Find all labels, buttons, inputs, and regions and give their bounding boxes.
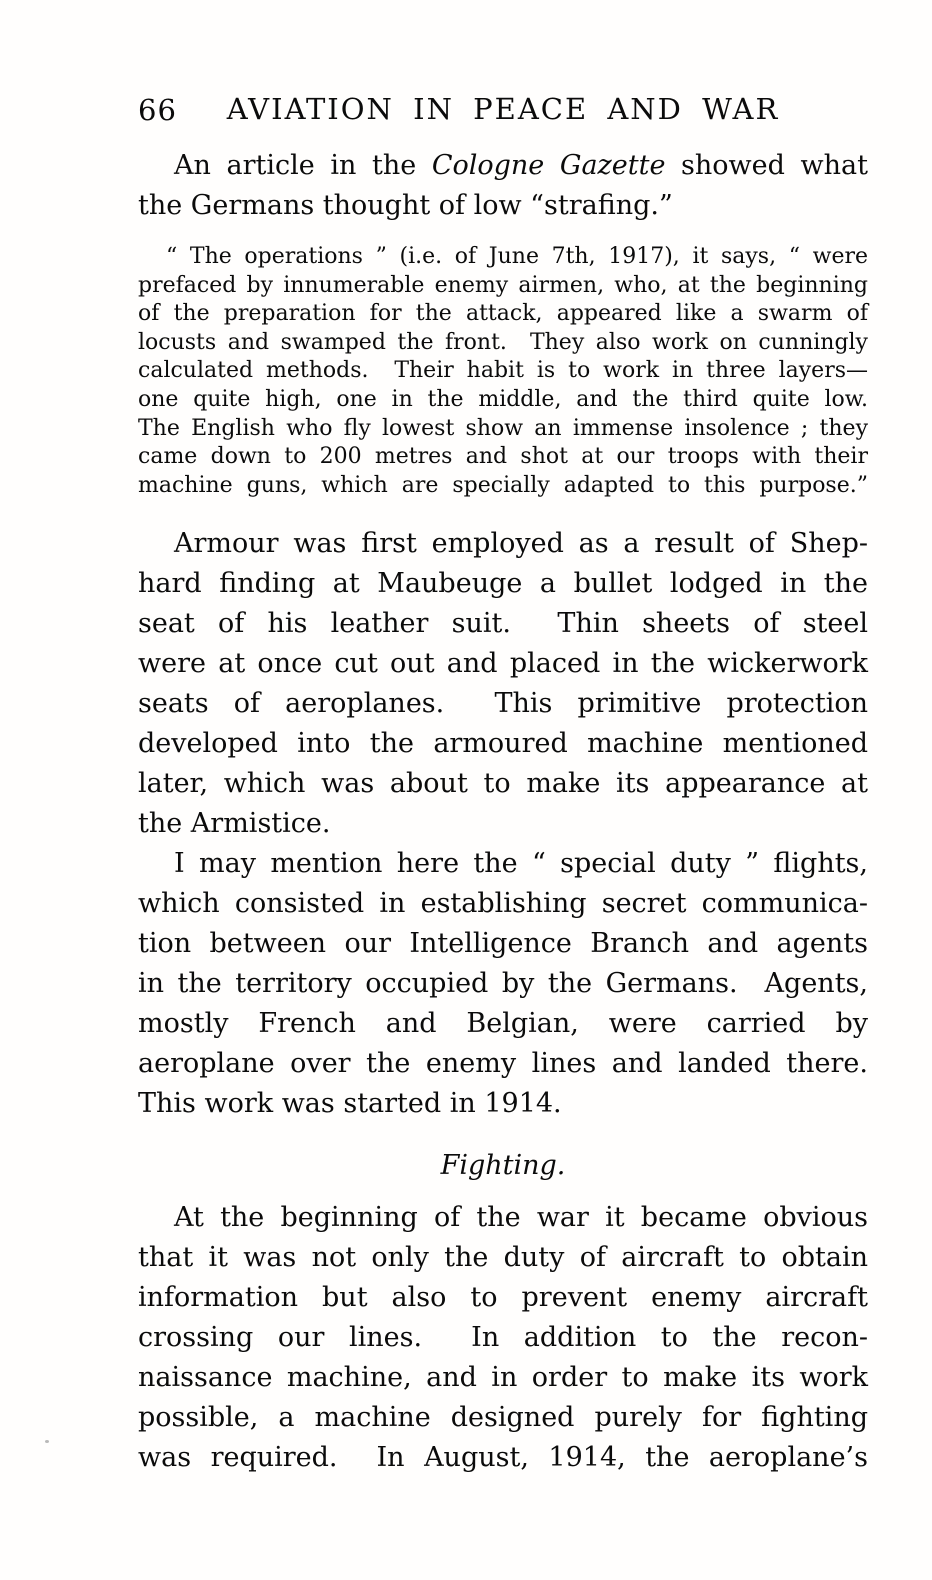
text-line: seat of his leather suit. Thin sheets of steel	[138, 608, 868, 639]
text-line: possible, a machine designed purely for fighting	[138, 1402, 868, 1433]
paragraph-special-duty	[138, 844, 868, 1124]
text-line: tion between our Intelligence Branch and agents	[138, 928, 868, 959]
text-line: the Armistice.	[138, 808, 331, 839]
text-line: that it was not only the duty of aircraft to obtain	[138, 1242, 868, 1273]
paragraph-armour	[138, 524, 868, 844]
text-line: were at once cut out and placed in the wickerwork	[138, 648, 868, 679]
section-heading-text: Fighting.	[440, 1150, 566, 1181]
text-line: locusts and swamped the front. They also work on cunningly	[138, 329, 868, 355]
page-header	[138, 92, 868, 132]
text-line: was required. In August, 1914, the aeroplane’s	[138, 1442, 868, 1473]
text-line: Armour was first employed as a result of Shep-	[174, 528, 868, 559]
text-line: the Germans thought of low “strafing.”	[138, 190, 673, 221]
text-line: This work was started in 1914.	[138, 1088, 562, 1119]
scan-speck-mark	[45, 1440, 49, 1443]
text-line: which consisted in establishing secret communica-	[138, 888, 868, 919]
text-line: crossing our lines. In addition to the recon-	[138, 1322, 868, 1353]
text-line: of the preparation for the attack, appeared like a swarm of	[138, 301, 868, 327]
text-line: An article in the Cologne Gazette showed what	[174, 150, 868, 181]
text-line: information but also to prevent enemy aircraft	[138, 1282, 868, 1313]
paragraph-fighting-intro	[138, 1198, 868, 1478]
text-line: one quite high, one in the middle, and the third quite low.	[138, 386, 868, 412]
text-line: naissance machine, and in order to make its work	[138, 1362, 868, 1393]
text-line: came down to 200 metres and shot at our troops with their	[138, 444, 868, 470]
text-line: I may mention here the “ special duty ” flights,	[174, 848, 868, 879]
text-line: prefaced by innumerable enemy airmen, who, at the beginning	[138, 272, 868, 298]
text-line: later, which was about to make its appearance at	[138, 768, 868, 799]
section-heading-fighting	[138, 1146, 868, 1186]
text-line: developed into the armoured machine mentioned	[138, 728, 868, 759]
page-number: 66	[138, 93, 177, 127]
text-line: hard finding at Maubeuge a bullet lodged in the	[138, 568, 868, 599]
blockquote-cologne-gazette	[138, 243, 868, 500]
running-title: AVIATION IN PEACE AND WAR	[226, 92, 780, 126]
text-line: seats of aeroplanes. This primitive protection	[138, 688, 868, 719]
paragraph-intro	[138, 146, 868, 226]
text-line: in the territory occupied by the Germans. Agents,	[138, 968, 868, 999]
text-line: “ The operations ” (i.e. of June 7th, 1917), it says, “ were	[166, 244, 868, 269]
text-line: calculated methods. Their habit is to work in three layers—	[138, 358, 868, 384]
text-line: At the beginning of the war it became obvious	[174, 1202, 868, 1233]
text-line: machine guns, which are specially adapted to this purpose.”	[138, 472, 868, 498]
text-line: The English who fly lowest show an immense insolence ; they	[138, 415, 868, 441]
text-line: mostly French and Belgian, were carried by	[138, 1008, 868, 1039]
text-line: aeroplane over the enemy lines and landed there.	[138, 1048, 868, 1079]
